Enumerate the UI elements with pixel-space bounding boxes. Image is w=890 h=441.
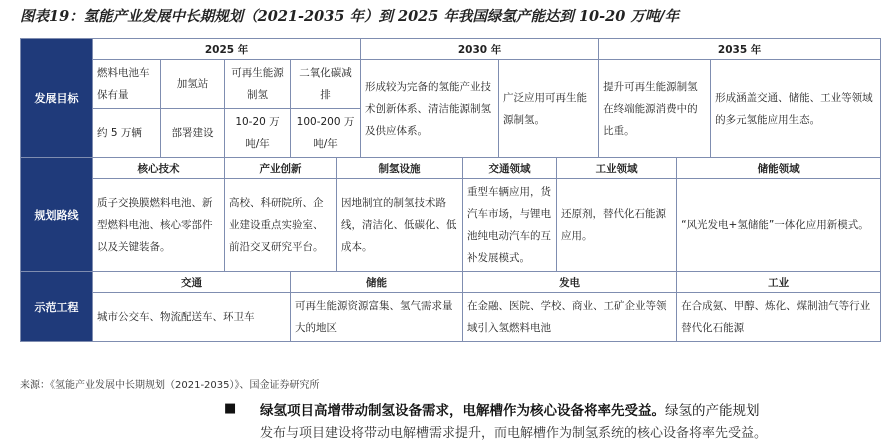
demo-header-industry: 工业 [677,272,881,293]
demo-transport: 城市公交车、物流配送车、环卫车 [93,293,291,342]
roadmap-header-core-tech: 核心技术 [93,158,225,179]
demo-header-power: 发电 [463,272,677,293]
roadmap-header-storage: 储能领域 [677,158,881,179]
row-label-demo: 示范工程 [21,272,93,342]
roadmap-storage: “风光发电+氢储能”一体化应用新模式。 [677,179,881,272]
roadmap-header-production: 制氢设施 [337,158,463,179]
goal-co2-value: 100-200 万吨/年 [291,109,361,158]
goal-co2-header: 二氧化碳减排 [291,60,361,109]
body-line-2: 发布与项目建设将带动电解槽需求提升，而电解槽作为制氢系统的核心设备将率先受益。 [260,426,768,441]
source-note: 来源：《氢能产业发展中长期规划（2021-2035）》、国金证券研究所 [20,380,320,391]
goal-2030-b: 广泛应用可再生能源制氢。 [499,60,599,158]
goal-stations-header: 加氢站 [161,60,225,109]
bullet-marker: ■ [224,401,237,416]
hydrogen-plan-table [20,38,881,342]
roadmap-header-industry: 工业领域 [557,158,677,179]
demo-industry: 在合成氨、甲醇、炼化、煤制油气等行业替代化石能源 [677,293,881,342]
roadmap-industry: 还原剂，替代化石能源应用。 [557,179,677,272]
roadmap-transport: 重型车辆应用，货汽车市场，与锂电池纯电动汽车的互补发展模式。 [463,179,557,272]
year-2025-header: 2025 年 [93,39,361,60]
row-label-roadmap: 规划路线 [21,158,93,272]
goal-renewable-value: 10-20 万吨/年 [225,109,291,158]
goal-stations-value: 部署建设 [161,109,225,158]
figure-title: 图表19：氢能产业发展中长期规划（2021-2035 年）到 2025 年我国绿氢产能达到 10-20 万吨/年 [20,8,680,25]
goal-2035-a: 提升可再生能源制氢在终端能源消费中的比重。 [599,60,711,158]
year-2035-header: 2035 年 [599,39,881,60]
demo-header-storage: 储能 [291,272,463,293]
roadmap-innovation: 高校、科研院所、企业建设重点实验室、前沿交叉研究平台。 [225,179,337,272]
demo-storage: 可再生能源资源富集、氢气需求量大的地区 [291,293,463,342]
roadmap-core-tech: 质子交换膜燃料电池、新型燃料电池、核心零部件以及关键装备。 [93,179,225,272]
roadmap-production: 因地制宜的制氢技术路线，清洁化、低碳化、低成本。 [337,179,463,272]
row-label-goals: 发展目标 [21,39,93,158]
goal-renewable-header: 可再生能源制氢 [225,60,291,109]
body-rest: 绿氢的产能规划 [665,403,760,419]
goal-vehicles-value: 约 5 万辆 [93,109,161,158]
roadmap-header-innovation: 产业创新 [225,158,337,179]
year-2030-header: 2030 年 [361,39,599,60]
demo-power: 在金融、医院、学校、商业、工矿企业等领域引入氢燃料电池 [463,293,677,342]
demo-header-transport: 交通 [93,272,291,293]
goal-2035-b: 形成涵盖交通、储能、工业等领域的多元氢能应用生态。 [711,60,881,158]
roadmap-header-transport: 交通领域 [463,158,557,179]
body-bold-lead: 绿氢项目高增带动制氢设备需求，电解槽作为核心设备将率先受益。 [260,403,665,419]
goal-vehicles-header: 燃料电池车保有量 [93,60,161,109]
goal-2030-a: 形成较为完备的氢能产业技术创新体系、清洁能源制氢及供应体系。 [361,60,499,158]
